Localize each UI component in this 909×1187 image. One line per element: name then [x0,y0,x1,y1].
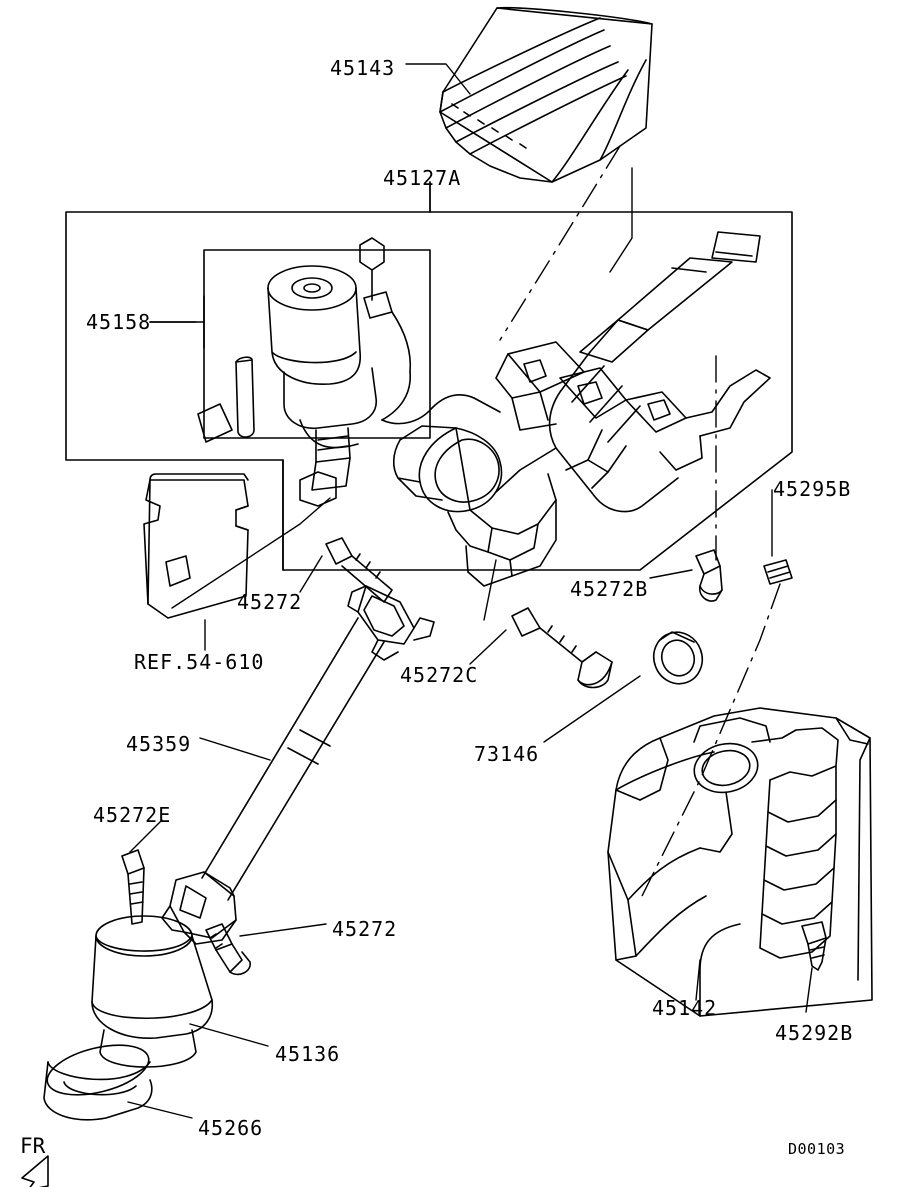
part-73146-ring [647,625,710,690]
callout-73146: 73146 [474,742,540,766]
drawing-code: D00103 [788,1140,846,1158]
fr-direction-arrow [22,1156,48,1187]
part-45295B-clip [764,560,792,584]
callout-45292B: 45292B [775,1021,854,1045]
part-45359-shaft [162,586,434,944]
callout-45272E: 45272E [93,803,172,827]
part-45127A-frame [66,182,792,570]
callout-45272B: 45272B [570,577,649,601]
part-45266-seal [42,1036,154,1120]
part-45272B-bolt [696,550,722,601]
leader-lines [128,64,812,1118]
part-45158-motor [198,238,500,506]
callout-45158: 45158 [86,310,152,334]
callout-45295B: 45295B [773,477,852,501]
callout-45272-upper: 45272 [237,590,303,614]
callout-45266: 45266 [198,1116,264,1140]
part-column-housing [394,232,770,586]
part-45142-lower-cover [608,708,872,1016]
part-45136-boot [92,916,212,1067]
callout-45359: 45359 [126,732,192,756]
fr-label: FR [20,1134,46,1158]
callout-ref-54-610: REF.54-610 [134,650,265,674]
callout-45143: 45143 [330,56,396,80]
callout-45272C: 45272C [400,663,479,687]
callout-45136: 45136 [275,1042,341,1066]
part-45292B-screw [802,922,826,970]
callout-45127A: 45127A [383,166,462,190]
part-45143-upper-cover [440,8,652,182]
part-45158-frame [150,250,430,438]
part-ref-54-610-module [144,474,248,618]
part-45272E-bolt [122,850,144,924]
part-45272C-bolt [512,608,612,688]
callout-45272-lower: 45272 [332,917,398,941]
callout-45142: 45142 [652,996,718,1020]
